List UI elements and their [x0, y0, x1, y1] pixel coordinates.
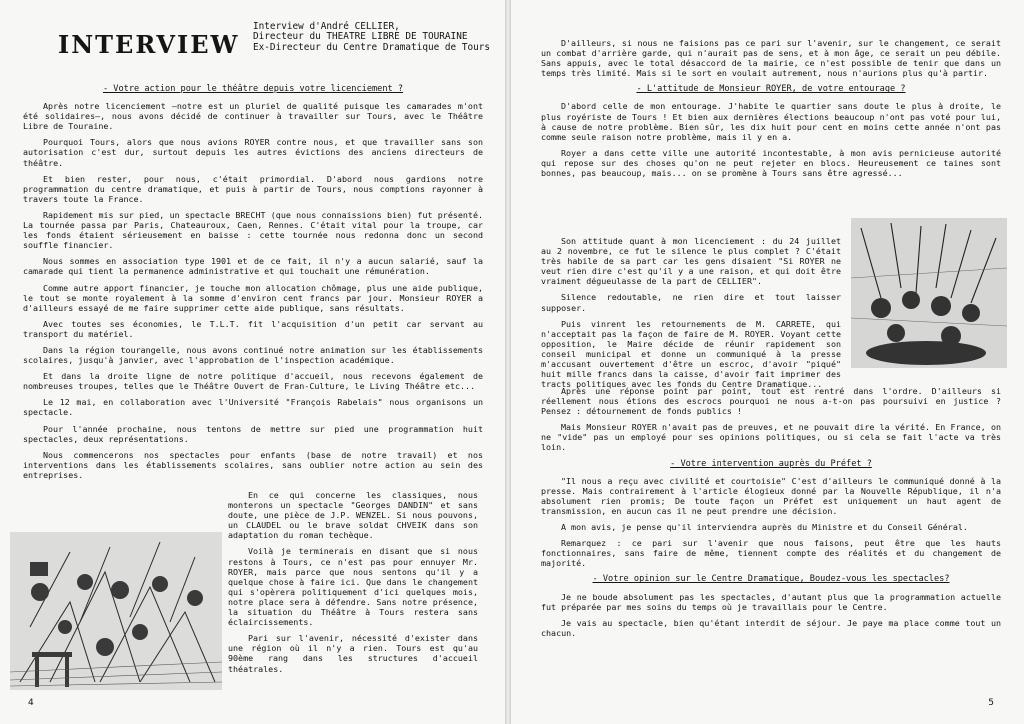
paragraph: Voilà je terminerais en disant que si nous restons à Tours, ce n'est pas pour ennuyer Mr. ROYER, mais parce que nous sentons qu'il y a quelque chose à faire ici. Que dans le changement qui s'opèrera politiquement d'ici quelques mois, notre place sera à défendre. Sans notre présence, la situation du Théâtre à Tours restera sans éclaircissements. — [228, 546, 478, 628]
page-number-left: 4 — [28, 698, 34, 708]
paragraph: D'abord celle de mon entourage. J'habite le quartier sans doute le plus à droite, le plus royériste de Tours ! Et bien aux dernières élections beaucoup n'ont pas voté pour lui, à cause de notre problème. Bien sûr, les dix huit pour cent en moins cette année n'ont pas comme seule raison notre problème, mais il y en a. — [541, 101, 1001, 142]
paragraph: Pour l'année prochaine, nous tentons de mettre sur pied une programmation huit spectacles, deux représentations. — [23, 423, 483, 444]
paragraph: D'ailleurs, si nous ne faisions pas ce pari sur l'avenir, sur le changement, ce serait un combat d'arrière garde, qui n'aurait pas de sens, et à mon âge, ce serait un peu débile. Sans appuis, avec le total désaccord de la mairie, ce n'est possible de tenir que dans un temps très limité. Mais si le sort en voulait autrement, nous n'aurions plus qu'à partir. — [541, 38, 1001, 79]
section-heading — [541, 574, 1001, 584]
paragraph: Rapidement mis sur pied, un spectacle BRECHT (que nous connaissions bien) fut présenté. La tournée passa par Paris, Chateauroux, Caen, Rennes. C'était vital pour la troupe, car les fonds étaient sérieusement en baisse : cette tournée nous redonna donc un second souffle financier. — [23, 209, 483, 251]
paragraph: Je vais au spectacle, bien qu'étant interdit de séjour. Je paye ma place comme tout un chacun. — [541, 617, 1001, 638]
section-heading — [23, 84, 483, 94]
right-top-column — [541, 38, 1001, 184]
paragraph: Comme autre apport financier, je touche mon allocation chômage, plus une aide publique, le tout se monte royalement à la somme d'environ cent francs par jour. Monsieur ROYER a d'ailleurs essayé de me faire supprimer cette aide publique, sans résultats. — [23, 282, 483, 313]
section-heading-text: - L'attitude de Monsieur ROYER, de votre entourage ? — [636, 84, 906, 95]
intro-line: Interview d'André CELLIER, — [253, 21, 400, 32]
section-heading — [541, 84, 1001, 94]
paragraph: En ce qui concerne les classiques, nous monterons un spectacle "Georges DANDIN" et sans doute, une pièce de J.P. WENZEL. Si nous pouvons, un CLAUDEL ou le brave soldat CHVEIK dans son adaptation du roman techèque. — [228, 490, 478, 541]
paragraph: Après notre licenciement —notre est un pluriel de qualité puisque les camarades m'ont été solidaires—, nous avons décidé de continuer à travailler sur Tours, avec le Théâtre Libre de Touraine. — [23, 101, 483, 132]
section-heading-text: - Votre action pour le théâtre depuis votre licenciement ? — [102, 84, 404, 94]
engraving-drawing — [10, 532, 222, 690]
paragraph: Royer a dans cette ville une autorité incontestable, à mon avis pernicieuse autorité qui repose sur des choses qu'on ne peut rejeter en blocs. Heureusement ce taines sont bonnes, pas beaucoup, mais... on se promène à Tours sans être agressé... — [541, 147, 1001, 179]
paragraph: Et bien rester, pour nous, c'était primordial. D'abord nous gardions notre programmation du centre dramatique, et puis à partir de Tours, nous comptions rayonner à travers toute la France. — [23, 173, 483, 204]
paragraph: Après une réponse point par point, tout est rentré dans l'ordre. D'ailleurs si réellement nous étions des escrocs pourquoi ne nous a-t-on pas poursuivi en justice ? Pensez : détournement de fonds publics ! — [541, 386, 1001, 417]
paragraph: Nous commencerons nos spectacles pour enfants (base de notre travail) et nos interventions dans les établissements scolaires, sans oublier notre action au sein des entreprises. — [23, 449, 483, 480]
left-main-column — [23, 80, 483, 486]
page-title: INTERVIEW — [58, 30, 240, 59]
section-heading-text: - Votre opinion sur le Centre Dramatique, Boudez-vous les spectacles? — [592, 574, 950, 585]
paragraph: "Il nous a reçu avec civilité et courtoisie" C'est d'ailleurs le communiqué donné à la presse. Mais contrairement à l'article élogieux donné par la Nouvelle République, il n'a absolument rien promis; De toute façon un Préfet est uniquement un haut agent de transmission, en aucun cas il ne peut prendre une décision. — [541, 475, 1001, 516]
paragraph: Le 12 mai, en collaboration avec l'Université "François Rabelais" nous organisons un spectacle. — [23, 397, 483, 418]
paragraph: Je ne boude absolument pas les spectacles, d'autant plus que la programmation actuelle fut préparée par mes soins du temps où je travaillais pour le Centre. — [541, 591, 1001, 612]
paragraph: Dans la région tourangelle, nous avons continué notre animation sur les établissements scolaires, jusqu'à janvier, avec l'approbation de l'inspection académique. — [23, 344, 483, 366]
crowd-engraving-left — [10, 532, 222, 690]
page-number-right: 5 — [988, 698, 994, 708]
paragraph: Puis vinrent les retournements de M. CARRETE, qui n'acceptait pas la façon de faire de M. ROYER. Voyant cette opposition, le Maire décide de réunir rapidement son conseil municipal et donne un communiqué à la presse m'accusant ouvertement d'être un escroc, d'avoir "piqué" huit mille francs dans la caisse, d'avoir fait imprimer des tracts politiques avec les fonds du Centre Dramatique... — [541, 318, 841, 390]
right-side-column — [541, 236, 841, 395]
paragraph: Silence redoutable, ne rien dire et tout laisser supposer. — [541, 292, 841, 313]
paragraph: Remarquez : ce pari sur l'avenir que nous faisons, peut être que les hauts fonctionnaires, sans faire de même, tiennent compte des réalités et du changement de majorité. — [541, 538, 1001, 569]
paragraph: Pourquoi Tours, alors que nous avions ROYER contre nous, et que travailler sans son autorisation c'est dur, surtout depuis les autres évictions des anciens directeurs de théâtre. — [23, 137, 483, 168]
interview-intro — [253, 22, 490, 53]
paragraph: Avec toutes ses économies, le T.L.T. fit l'acquisition d'un petit car servant au transport du matériel. — [23, 318, 483, 339]
crowd-engraving-right — [851, 218, 1007, 368]
intro-line: Directeur du THEATRE LIBRE DE TOURAINE — [253, 31, 468, 43]
section-heading-text: - Votre intervention auprès du Préfet ? — [670, 458, 872, 469]
paragraph: Son attitude quant à mon licenciement : du 24 juillet au 2 novembre, ce fut le silence le plus complet ? C'était très habile de sa part car les gens disaient "Si ROYER ne veut rien dire c'est qu'il y a une raison, et qui doit être vraiment dégueulasse de la part de CELLIER". — [541, 236, 841, 287]
section-heading — [541, 459, 1001, 469]
paragraph: Mais Monsieur ROYER n'avait pas de preuves, et ne pouvait dire la vérité. En France, on ne "vide" pas un employé pour ses opinions politiques, ou si cela se fait l'acte va très loin. — [541, 422, 1001, 453]
engraving-drawing — [851, 218, 1007, 368]
page-right — [511, 0, 1024, 724]
paragraph: Et dans la droite ligne de notre politique d'accueil, nous recevons également de nombreuses troupes, telles que le Théâtre Ouvert de Fran-Culture, le Living Théâtre etc... — [23, 371, 483, 392]
paragraph: A mon avis, je pense qu'il interviendra auprès du Ministre et du Conseil Général. — [561, 522, 968, 533]
intro-line: Ex-Directeur du Centre Dramatique de Tours — [253, 41, 491, 53]
paragraph: Pari sur l'avenir, nécessité d'exister dans une région où il n'y a rien. Tours est qu'au 90ème rang dans les structures d'accueil théatrales. — [228, 633, 478, 674]
paragraph: Nous sommes en association type 1901 et de ce fait, il n'y a aucun salarié, sauf la camarade qui tient la permanence administrative et qui touchait une rémunération. — [23, 256, 483, 277]
left-side-column — [228, 490, 478, 680]
page-left — [0, 0, 505, 724]
right-bottom-column — [541, 386, 1001, 644]
